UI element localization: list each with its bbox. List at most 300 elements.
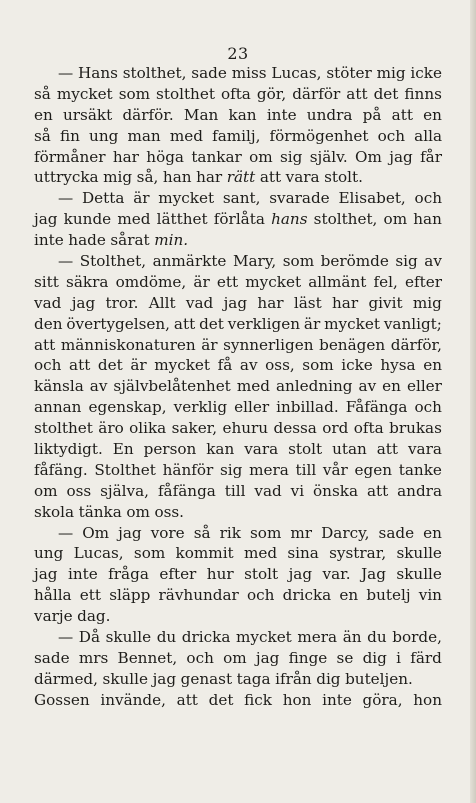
text-line [34,397,442,418]
word: stöter [326,64,372,82]
word: du [156,628,177,647]
word: det [373,84,399,103]
word: oss. [154,502,185,521]
word: och [186,648,214,667]
word: ehuru [222,419,269,438]
text-line [34,251,442,272]
word: mycket [158,189,215,208]
word: se [336,648,354,667]
word: han [162,168,192,187]
word: gör, [256,84,287,103]
word: givit [368,293,403,312]
word: sitt [34,272,59,291]
text-line [34,523,442,544]
word: mig [412,293,442,312]
word: sade [34,648,70,667]
word: — [58,189,74,208]
word: av [358,377,377,396]
word: och [414,189,442,208]
word: efter [405,272,442,291]
word: höga [146,147,184,166]
word: en [423,356,442,375]
word: skulle [396,544,442,563]
word: genast [180,669,233,688]
word: i [396,648,401,667]
word: Stolthet [94,460,156,479]
word: säkra [66,272,109,291]
word: finge [288,648,328,667]
word: till [224,481,246,500]
word: var. [322,565,351,584]
word: dessa [273,419,317,438]
word: människonaturen [60,335,196,354]
word: — [58,64,74,82]
word: om [249,147,273,166]
word: annan [34,398,82,417]
word: fråga [108,565,149,584]
word: tänka [78,502,122,521]
word: stolt [244,565,279,584]
word: jag [223,293,248,312]
word: fåfäng. [34,460,88,479]
word: inte [67,565,98,584]
word: butelj [366,586,411,605]
word: finns [404,84,442,103]
word: oss, [265,356,295,375]
word: hon [282,690,312,709]
word: en [34,105,53,124]
word: ung [89,126,119,145]
word: därför. [122,105,174,124]
word: Darcy, [321,523,370,542]
word: jag [255,648,280,667]
text-line [34,335,442,356]
text-line [34,502,442,523]
text-line [34,126,442,147]
word: tankar [191,147,242,166]
word: du [367,628,387,647]
word: Elisabet, [338,189,406,208]
word: med [236,377,270,396]
word: sant, [222,189,261,208]
text-line [34,481,442,502]
text-line [34,376,442,397]
word: jag [118,523,142,542]
word: att [176,690,198,709]
word: alla [414,126,442,145]
word: att [366,481,389,500]
word: har [112,147,139,166]
word: jag [34,210,58,229]
word: fåfänga [157,481,216,500]
emphasized-word: rätt [226,168,256,187]
word: — [58,252,74,271]
word: stolthet, [122,64,187,82]
word: är [193,272,210,291]
word: så [34,84,51,103]
word: person [143,440,197,459]
text-line [34,147,442,168]
word: ifrån [275,669,312,688]
word: själva, [100,481,150,500]
page-edge-shadow [470,0,476,803]
word: mycket [245,272,302,291]
word: liktydigt. [34,440,103,459]
word: att [346,84,368,103]
word: hur [206,565,234,584]
word: om [126,502,150,521]
text-line [34,293,442,314]
word: inte [322,690,352,709]
word: vad [185,293,214,312]
word: kan [228,105,257,124]
word: fick [244,690,272,709]
word: jag [288,565,313,584]
word: ursäkt [63,105,113,124]
word: det [97,356,123,375]
word: Bennet, [117,648,178,667]
word: det [208,690,234,709]
word: färd [410,648,442,667]
word: och [34,356,62,375]
word: Om [82,523,110,542]
word: jag [71,293,96,312]
word: har [332,293,359,312]
word: Stolthet, [79,252,147,271]
word: jag [152,669,177,688]
word: svarade [269,189,330,208]
word: dricka [181,628,231,647]
word: inbillad. [276,398,339,417]
word: Gossen [34,690,90,709]
text-line [34,669,442,690]
word: sårat [110,231,150,250]
word: övertygelsen, [66,314,171,333]
word: Hans [78,64,118,82]
word: dig [362,648,387,667]
word: stolthet [34,419,93,438]
word: vår [322,460,348,479]
word: skulle [102,669,149,688]
word: ett [216,272,239,291]
text-line [34,439,442,460]
word: familj, [212,126,261,145]
word: allmänt [308,272,367,291]
word: kan [206,440,235,459]
word: att [391,105,413,124]
word: fel, [373,272,398,291]
word: som [250,523,282,542]
word: andra [397,481,442,500]
word: olika [129,419,167,438]
word: mycket [324,314,380,333]
word: om [383,210,408,229]
word: verklig [173,398,228,417]
word: önska [313,481,359,500]
word: mycket [56,84,113,103]
word: förmåner [34,147,106,166]
word: att [173,314,196,333]
word: ofta [353,419,384,438]
text-line [34,209,442,230]
word: om [34,481,58,500]
word: stolthet [156,84,215,103]
word: och [247,586,275,605]
word: fin [59,126,80,145]
word: vad [254,481,282,500]
word: benägen [319,335,386,354]
word: och [377,126,406,145]
word: ung [34,544,64,563]
word: jag [34,565,58,584]
word: stolt [288,440,323,459]
word: sig [279,147,303,166]
word: själv. [309,147,348,166]
word: dricka [282,586,332,605]
word: vad [34,293,62,312]
text-line [34,188,442,209]
text-line [34,105,442,126]
word: lätthet [156,210,208,229]
word: göra, [362,690,403,709]
page-number: 23 [227,44,249,63]
word: har [257,293,284,312]
word: skulle [105,628,152,647]
text-line [34,648,442,669]
word: inte [266,105,297,124]
word: hålla [34,586,72,605]
word: egen [354,460,393,479]
word: mera [249,460,289,479]
word: så [34,126,51,145]
word: Då [78,628,101,647]
word: äro [98,419,124,438]
word: Allt [148,293,176,312]
word: oss [66,481,92,500]
word: att [69,356,91,375]
word: kunde [63,210,112,229]
word: sade [378,523,415,542]
word: mycket [236,628,292,647]
word: Mary, [232,252,277,271]
text-line [34,564,442,585]
word: av [89,377,108,396]
word: omdöme, [115,272,187,291]
word: sina [287,544,319,563]
word: saker, [171,419,218,438]
word: anledning [275,377,353,396]
word: efter [159,565,197,584]
word: mera [297,628,338,647]
word: mig [376,64,406,82]
word: sade [191,64,227,82]
word: vi [290,481,305,500]
text-line [34,606,442,627]
word: — [58,628,74,647]
word: anmärkte [152,252,227,271]
text-line [34,418,442,439]
word: varje [34,607,73,626]
word: ett [79,586,101,605]
word: av [424,252,442,271]
word: kommit [175,544,234,563]
word: eller [234,398,270,417]
word: egenskap, [88,398,167,417]
word: rävhundar [158,586,239,605]
word: är [130,356,147,375]
word: ord [322,419,349,438]
word: Jag [361,565,386,584]
word: mycket [154,356,211,375]
word: rik [219,523,241,542]
word: vara [285,168,320,187]
word: han [413,210,442,229]
word: invände, [100,690,166,709]
word: skola [34,502,75,521]
word: Fåfänga [345,398,408,417]
word: brukas [389,419,442,438]
word: hänför [162,460,214,479]
word: vore [150,523,185,542]
word: vin [418,586,442,605]
word: systrar, [329,544,387,563]
word: det [199,314,224,333]
word: verkligen [227,314,301,333]
word: Om [355,147,382,166]
word: och [414,398,442,417]
word: berömde [320,252,389,271]
word: Detta [81,189,125,208]
word: få [217,356,233,375]
word: därför [292,84,341,103]
text-line [34,627,442,648]
word: vanligt; [383,314,442,333]
text-line [34,460,442,481]
word: med [169,126,203,145]
word: läst [293,293,322,312]
word: om [223,648,247,667]
word: hade [68,231,106,250]
word: icke [410,64,442,82]
word: dag. [77,607,111,626]
text-line [34,543,442,564]
word: eller [406,377,442,396]
word: känsla [34,377,84,396]
word: sig [395,252,418,271]
word: hysa [380,356,416,375]
word: vara [244,440,279,459]
word: självbelåtenhet [113,377,231,396]
word: man [127,126,161,145]
text-line [34,84,442,105]
word: Lucas, [271,64,322,82]
word: släpp [109,586,151,605]
word: mrs [78,648,109,667]
word: än [342,628,362,647]
text-line [34,167,442,188]
word: miss [231,64,267,82]
word: den [34,314,63,333]
word: vara [407,440,442,459]
word: därför, [390,335,442,354]
word: är [201,335,218,354]
word: därmed, [34,669,98,688]
text-line [34,585,442,606]
word: buteljen. [345,669,413,688]
word: förlåta [213,210,265,229]
word: jag [389,147,413,166]
word: med [117,210,151,229]
word: synnerligen [223,335,314,354]
word: mr [290,523,313,542]
text-line [34,272,442,293]
word: är [133,189,150,208]
word: tanke [398,460,442,479]
word: till [295,460,317,479]
word: att [34,335,56,354]
word: som [282,252,315,271]
word: en [382,377,401,396]
text-line [34,690,442,711]
word: så [193,523,211,542]
word: får [420,147,442,166]
body-text [34,63,442,711]
word: sig [219,460,243,479]
word: en [423,523,442,542]
word: skulle [396,565,442,584]
word: av [239,356,258,375]
word: icke [341,356,373,375]
word: utan [332,440,367,459]
word: som [302,356,334,375]
word: är [303,314,321,333]
text-line [34,230,442,251]
text-line [34,314,442,335]
word: att [259,168,282,187]
word: uttrycka [34,168,99,187]
word: förmögenhet [269,126,369,145]
text-line [34,63,442,84]
emphasized-word: min. [154,231,189,250]
emphasized-word: hans [271,210,308,229]
word: hon [413,690,442,709]
text-line [34,355,442,376]
word: taga [236,669,271,688]
word: en [423,105,442,124]
word: borde, [392,628,442,647]
word: dig [316,669,341,688]
word: stolthet, [313,210,378,229]
word: så, [136,168,159,187]
word: en [339,586,359,605]
word: tror. [105,293,139,312]
word: inte [34,231,64,250]
word: som [133,544,166,563]
word: Man [183,105,219,124]
word: har [196,168,223,187]
word: med [243,544,278,563]
word: som [118,84,151,103]
word: att [376,440,398,459]
word: på [362,105,382,124]
word: En [112,440,134,459]
word: mig [103,168,133,187]
word: undra [306,105,353,124]
word: Lucas, [73,544,124,563]
word: — [58,523,74,542]
word: ofta [220,84,251,103]
word: stolt. [324,168,363,187]
